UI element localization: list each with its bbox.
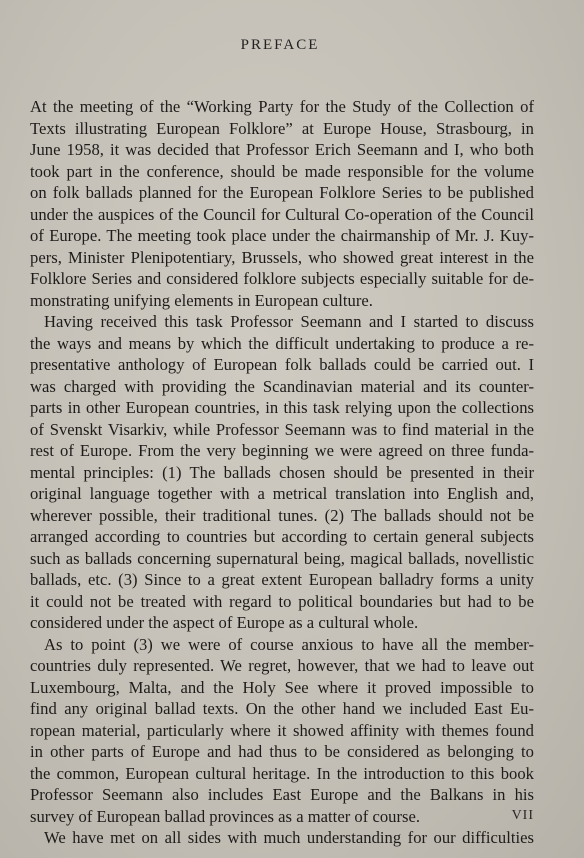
- text-line: Texts illustrating European Folklore” at Europe House, Strasbourg, in: [30, 118, 534, 138]
- text-line: Luxembourg, Malta, and the Holy See where it proved impossible to: [30, 677, 534, 697]
- text-line: of Europe. The meeting took place under the chairmanship of Mr. J. Kuy-: [30, 226, 534, 245]
- text-line: wherever possible, their traditional tunes. (2) The ballads should not be: [30, 505, 534, 525]
- text-line: June 1958, it was decided that Professor Erich Seemann and I, who both: [30, 140, 534, 159]
- preface-body: [30, 96, 534, 849]
- page-number: VII: [511, 808, 534, 823]
- text-line: took part in the conference, should be made responsible for the volume: [30, 161, 534, 181]
- text-line: ropean material, particularly where it showed affinity with themes found: [30, 720, 534, 740]
- text-line: Professor Seemann also includes East Europe and the Balkans in his: [30, 785, 534, 804]
- text-line: presentative anthology of European folk ballads could be carried out. I: [30, 355, 534, 374]
- text-line: We have met on all sides with much understanding for our difficulties: [44, 828, 534, 847]
- text-line: on folk ballads planned for the European Folklore Series to be published: [30, 183, 534, 202]
- text-line: it could not be treated with regard to political boundaries but had to be: [30, 591, 534, 611]
- text-line: considered under the aspect of Europe as a cultural whole.: [30, 613, 419, 632]
- text-line: original language together with a metrical translation into English and,: [30, 484, 534, 503]
- text-line: survey of European ballad provinces as a matter of course.: [30, 806, 421, 826]
- text-line: pers, Minister Plenipotentiary, Brussels, who showed great interest in the: [30, 247, 534, 267]
- text-line: rest of Europe. From the very beginning we were agreed on three funda-: [30, 441, 534, 460]
- text-line: At the meeting of the “Working Party for the Study of the Collection of: [30, 97, 534, 116]
- text-line: Folklore Series and considered folklore subjects especially suitable for de-: [30, 269, 534, 288]
- text-line: ballads, etc. (3) Since to a great extent European balladry forms a unity: [30, 570, 534, 589]
- text-line: arranged according to countries but according to certain general subjects: [30, 527, 534, 546]
- text-line: countries duly represented. We regret, however, that we had to leave out: [30, 656, 534, 675]
- text-line: parts in other European countries, in this task relying upon the collections: [30, 398, 534, 417]
- page-heading: PREFACE: [240, 37, 320, 53]
- text-line: Having received this task Professor Seemann and I started to discuss: [44, 312, 534, 331]
- text-line: was charged with providing the Scandinavian material and its counter-: [30, 376, 534, 396]
- text-line: in other parts of Europe and had thus to be considered as belonging to: [30, 742, 534, 761]
- text-line: As to point (3) we were of course anxious to have all the member-: [44, 634, 534, 654]
- text-line: of Svenskt Visarkiv, while Professor Seemann was to find material in the: [30, 419, 534, 439]
- text-line: find any original ballad texts. On the other hand we included East Eu-: [30, 699, 534, 718]
- text-line: the common, European cultural heritage. In the introduction to this book: [30, 763, 534, 783]
- text-line: such as ballads concerning supernatural being, magical ballads, novellistic: [30, 548, 534, 568]
- text-line: mental principles: (1) The ballads chosen should be presented in their: [30, 462, 534, 482]
- text-line: under the auspices of the Council for Cultural Co-operation of the Council: [30, 204, 534, 224]
- text-line: the ways and means by which the difficult undertaking to produce a re-: [30, 333, 534, 353]
- text-line: monstrating unifying elements in European culture.: [30, 290, 373, 310]
